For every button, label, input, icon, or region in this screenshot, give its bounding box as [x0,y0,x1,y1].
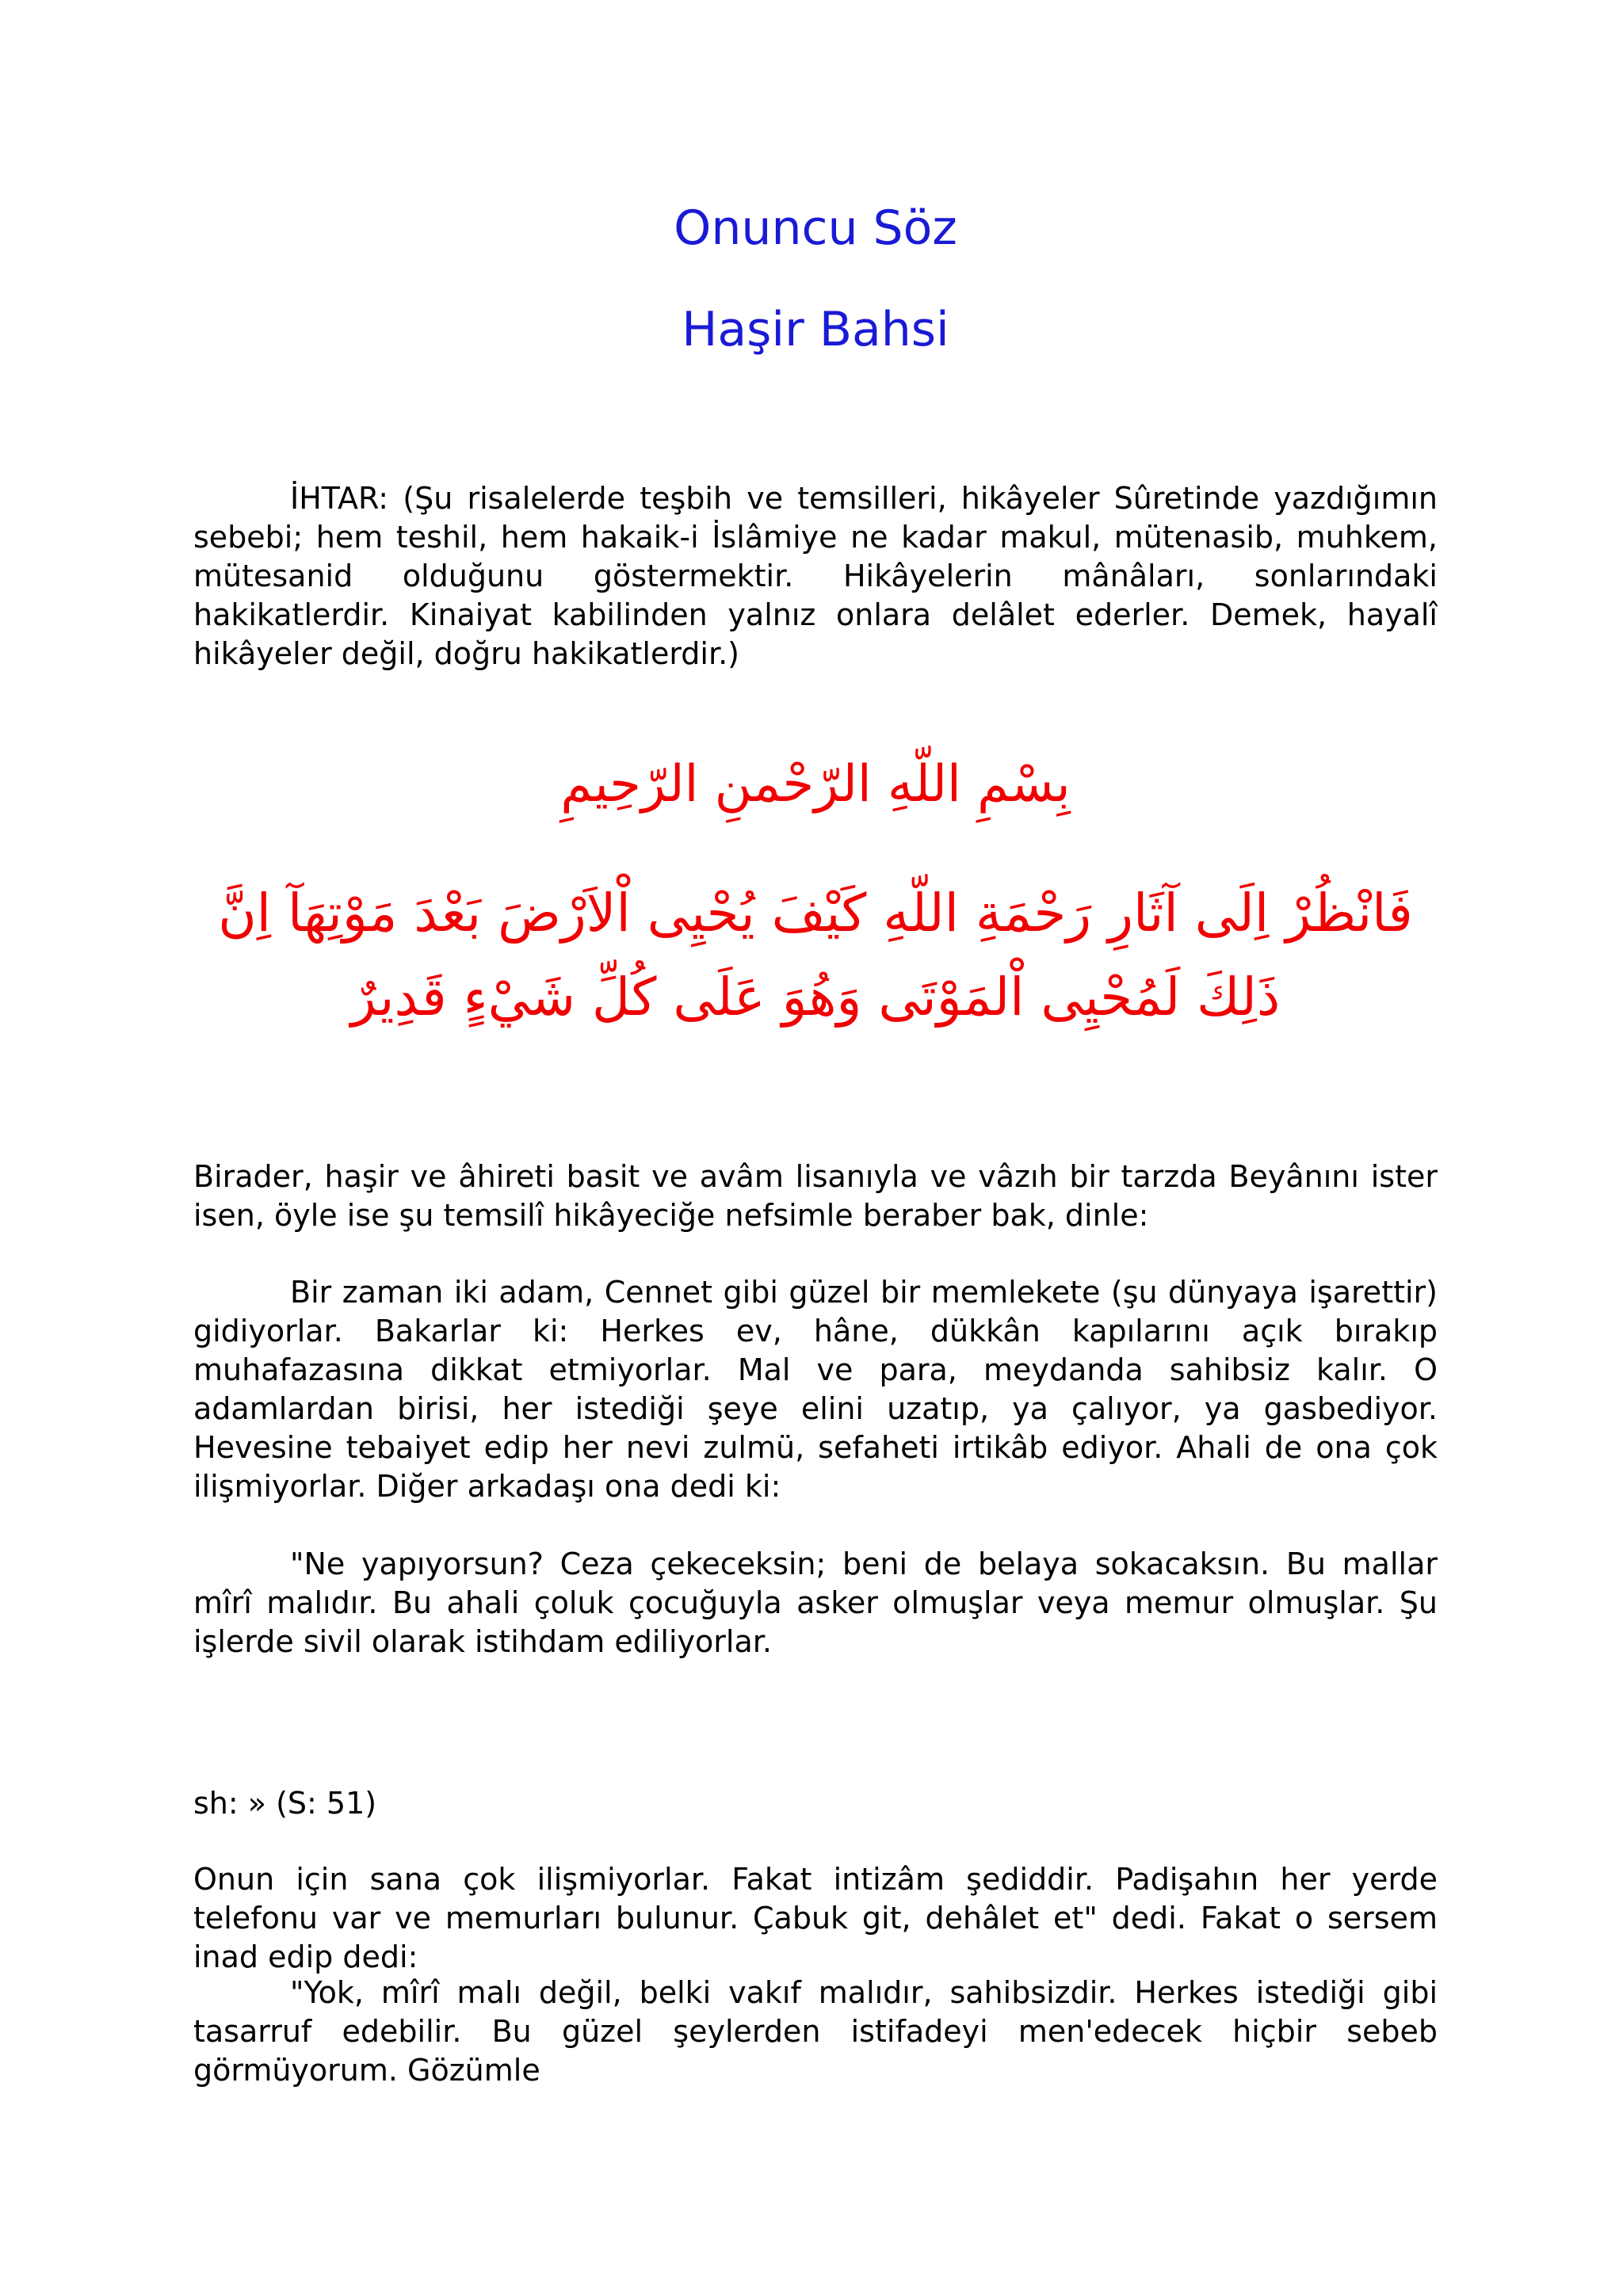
dialogue-paragraph: "Ne yapıyorsun? Ceza çekeceksin; beni de belaya sokacaksın. Bu mallar mîrî malıdır. Bu ahali çoluk çocuğuyla asker olmuşlar veya memur olmuşlar. Şu işlerde sivil olarak istihdam ediliyorlar. [193,1547,1438,1659]
birader-paragraph: Birader, haşir ve âhireti basit ve avâm lisanıyla ve vâzıh bir tarzda Beyânını ister isen, öyle ise şu temsilî hikâyeciğe nefsimle beraber bak, dinle: [193,1159,1438,1233]
document-title: Onuncu Söz [674,200,957,256]
reply-paragraph: "Yok, mîrî malı değil, belki vakıf malıdır, sahibsizdir. Herkes istediği gibi tasarruf edebilir. Bu güzel şeylerden istifadeyi men'edecek hiçbir sebeb görmüyorum. Gözümle [193,1975,1438,2088]
basmala: بِسْمِ اللّهِ الرّحْمنِ الرّحِيمِ [560,755,1071,814]
story-paragraph: Bir zaman iki adam, Cennet gibi güzel bir memlekete (şu dünyaya işarettir) gidiyorlar. Bakarlar ki: Herkes ev, hâne, dükkân kapılarını açık bırakıp muhafazasına dikkat etmiyorlar. Mal ve para, meydanda sahibsiz kalır. O adamlardan birisi, her istediği şeye elini uzatıp, ya çalıyor, ya gasbediyor. Hevesine tebaiyet edip her nevi zulmü, sefaheti irtikâb ediyor. Ahali de ona çok ilişmiyorlar. Diğer arkadaşı ona dedi ki: [193,1275,1438,1504]
continuation-paragraph: Onun için sana çok ilişmiyorlar. Fakat intizâm şediddir. Padişahın her yerde telefonu var ve memurları bulunur. Çabuk git, dehâlet et" dedi. Fakat o sersem inad edip dedi: [193,1862,1438,1974]
page-marker: sh: » (S: 51) [193,1786,377,1821]
ihtar-paragraph: İHTAR: (Şu risalelerde teşbih ve temsilleri, hikâyeler Sûretinde yazdığımın sebebi; hem teshil, hem hakaik-i İslâmiye ne kadar makul, mütenasib, muhkem, mütesanid olduğunu göstermektir. Hikâyelerin mânâları, sonlarındaki hakikatlerdir. Kinaiyat kabilinden yalnız onlara delâlet ederler. Demek, hayalî hikâyeler değil, doğru hakikatlerdir.) [193,481,1438,671]
quran-verse: فَانْظُرْ اِلَى آثَارِ رَحْمَةِ اللّهِ كَيْفَ يُحْيِى اْلاَرْضَ بَعْدَ مَوْتِهَآ اِنَّ ذَلِكَ لَمُحْيِى اْلمَوْتَى وَهُوَ عَلَى كُلِّ شَيْءٍ قَدِيرٌ [218,883,1413,1028]
document-subtitle: Haşir Bahsi [682,302,949,357]
